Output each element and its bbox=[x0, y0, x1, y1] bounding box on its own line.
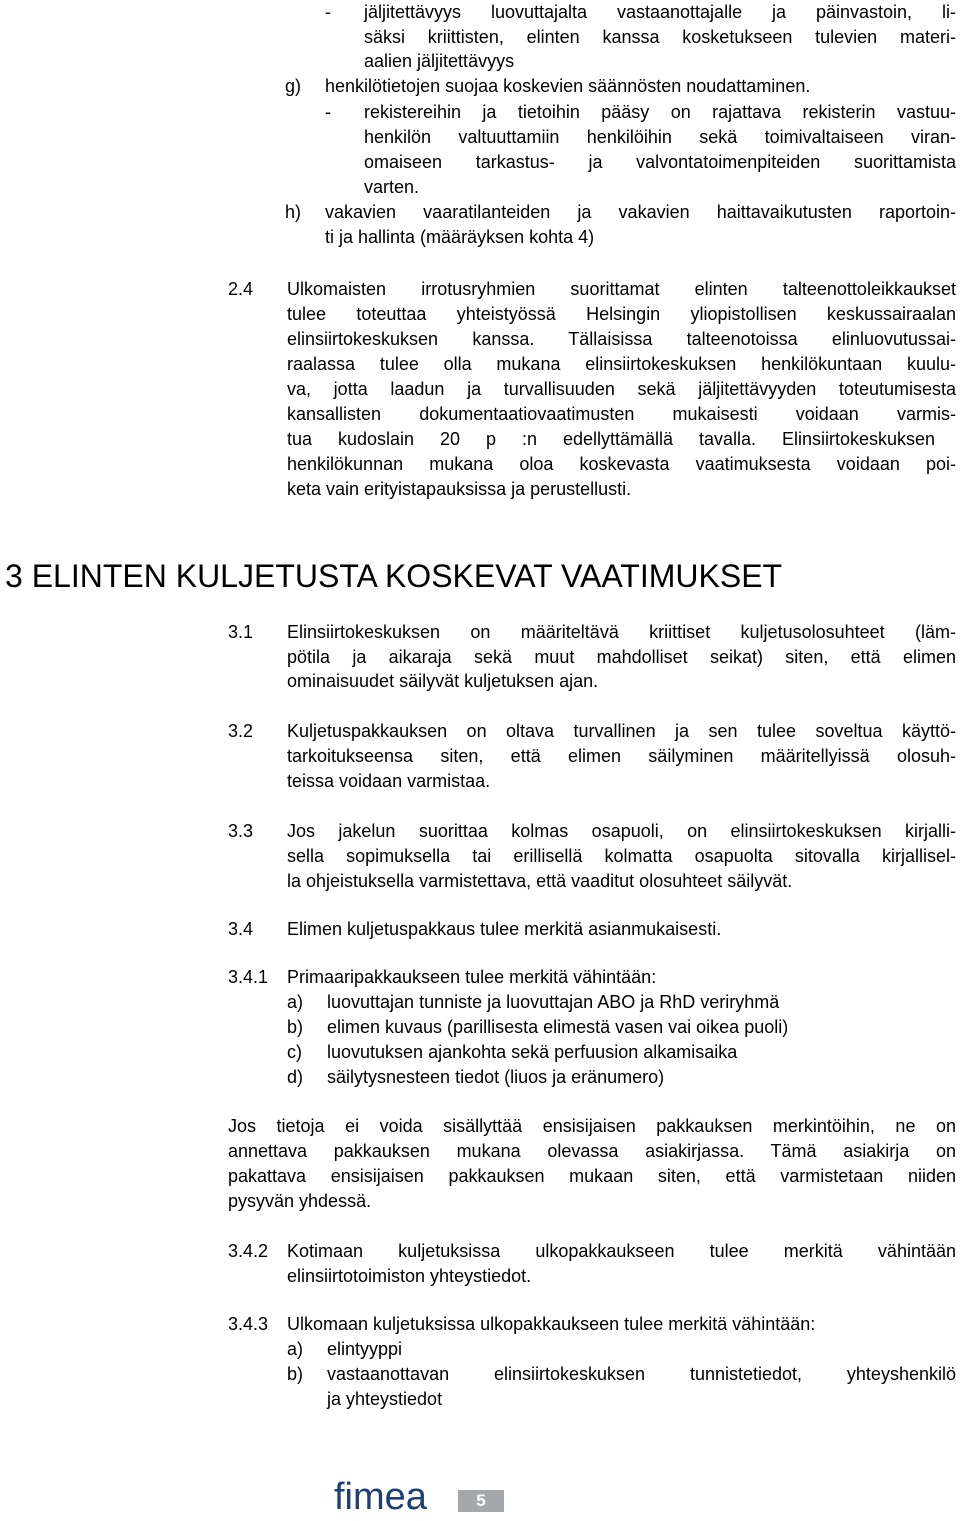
text-line: Kuljetuspakkauksen on oltava turvallinen ja sen tulee soveltua käyttö- bbox=[287, 721, 956, 741]
text-line: 3.3 bbox=[228, 821, 254, 841]
text-line: henkilökunnan mukana oloa koskevasta vaatimuksesta voidaan poi- bbox=[287, 454, 956, 474]
text-line: 2.4 bbox=[228, 279, 254, 299]
text-line: elinsiirtokeskuksen kanssa. Tällaisissa talteenotoissa elinluovutussai- bbox=[287, 329, 956, 349]
text-line: 3.4 bbox=[228, 919, 254, 939]
text-line: 3.1 bbox=[228, 622, 254, 642]
text-line: annettava pakkauksen mukana olevassa asiakirjassa. Tämä asiakirja on bbox=[228, 1141, 956, 1161]
text-line: g) bbox=[285, 76, 302, 96]
text-line: luovutuksen ajankohta sekä perfuusion alkamisaika bbox=[327, 1042, 738, 1062]
text-line: - bbox=[325, 2, 331, 22]
text-line: ominaisuudet säilyvät kuljetuksen ajan. bbox=[287, 671, 599, 691]
text-line: h) bbox=[285, 202, 302, 222]
text-line: a) bbox=[287, 992, 304, 1012]
text-line: säksi kriittisten, elinten kanssa kosketukseen tulevien materi- bbox=[364, 27, 956, 47]
logo-text: fimea bbox=[334, 1476, 427, 1516]
text-line: raalassa tulee olla mukana elinsiirtokeskuksen henkilökuntaan kuulu- bbox=[287, 354, 956, 374]
section-heading: 3 ELINTEN KULJETUSTA KOSKEVAT VAATIMUKSET bbox=[5, 558, 783, 594]
text-line: kansallisten dokumentaatiovaatimusten mukaisesti voidaan varmis- bbox=[287, 404, 956, 424]
text-line: 3.4.2 bbox=[228, 1241, 269, 1261]
text-line: Kotimaan kuljetuksissa ulkopakkaukseen tulee merkitä vähintään bbox=[287, 1241, 956, 1261]
page-number: 5 bbox=[458, 1490, 504, 1512]
text-line: Elimen kuljetuspakkaus tulee merkitä asianmukaisesti. bbox=[287, 919, 722, 939]
text-line: Primaaripakkaukseen tulee merkitä vähintään: bbox=[287, 967, 657, 987]
text-line: b) bbox=[287, 1364, 304, 1384]
text-line: - bbox=[325, 102, 331, 122]
text-line: pysyvän yhdessä. bbox=[228, 1191, 372, 1211]
text-line: 3.2 bbox=[228, 721, 254, 741]
text-line: 3.4.3 bbox=[228, 1314, 269, 1334]
text-line: a) bbox=[287, 1339, 304, 1359]
text-line: Ulkomaan kuljetuksissa ulkopakkaukseen tulee merkitä vähintään: bbox=[287, 1314, 816, 1334]
text-line: c) bbox=[287, 1042, 302, 1062]
text-line: elinsiirtotoimiston yhteystiedot. bbox=[287, 1266, 532, 1286]
text-line: luovuttajan tunniste ja luovuttajan ABO ja RhD veriryhmä bbox=[327, 992, 780, 1012]
text-line: varten. bbox=[364, 177, 420, 197]
text-line: Jos tietoja ei voida sisällyttää ensisijaisen pakkauksen merkintöihin, ne on bbox=[228, 1116, 956, 1136]
text-line: vastaanottavan elinsiirtokeskuksen tunnistetiedot, yhteyshenkilö bbox=[327, 1364, 956, 1384]
text-line: la ohjeistuksella varmistettava, että vaaditut olosuhteet säilyvät. bbox=[287, 871, 793, 891]
text-line: pötila ja aikaraja sekä muut mahdolliset seikat) siten, että elimen bbox=[287, 647, 956, 667]
text-line: sella sopimuksella tai erillisellä kolmatta osapuolta sitovalla kirjallisel- bbox=[287, 846, 956, 866]
text-line: pakattava ensisijaisen pakkauksen mukaan siten, että varmistetaan niiden bbox=[228, 1166, 956, 1186]
text-line: Elinsiirtokeskuksen on määriteltävä kriittiset kuljetusolosuhteet (läm- bbox=[287, 622, 956, 642]
text-line: tulee toteuttaa yhteistyössä Helsingin yliopistollisen keskussairaalan bbox=[287, 304, 956, 324]
text-line: tarkoitukseensa siten, että elimen säilyminen määritellyissä olosuh- bbox=[287, 746, 956, 766]
text-line: omaiseen tarkastus- ja valvontatoimenpiteiden suorittamista bbox=[364, 152, 956, 172]
text-line: elimen kuvaus (parillisesta elimestä vasen vai oikea puoli) bbox=[327, 1017, 789, 1037]
text-line: henkilön valtuuttamiin henkilöihin sekä toimivaltaiseen viran- bbox=[364, 127, 956, 147]
text-line: säilytysnesteen tiedot (liuos ja eränumero) bbox=[327, 1067, 665, 1087]
text-line: Ulkomaisten irrotusryhmien suorittamat elinten talteenottoleikkaukset bbox=[287, 279, 956, 299]
text-line: va, jotta laadun ja turvallisuuden sekä jäljitettävyyden toteutumisesta bbox=[287, 379, 956, 399]
text-line: rekistereihin ja tietoihin pääsy on rajattava rekisterin vastuu- bbox=[364, 102, 956, 122]
text-line: teissa voidaan varmistaa. bbox=[287, 771, 491, 791]
text-line: jäljitettävyys luovuttajalta vastaanottajalle ja päinvastoin, li- bbox=[364, 2, 956, 22]
text-line: tua kudoslain 20 p :n edellyttämällä tavalla. Elinsiirtokeskuksen bbox=[287, 429, 936, 449]
text-line: keta vain erityistapauksissa ja perustellusti. bbox=[287, 479, 632, 499]
text-line: aalien jäljitettävyys bbox=[364, 51, 515, 71]
text-line: Jos jakelun suorittaa kolmas osapuoli, on elinsiirtokeskuksen kirjalli- bbox=[287, 821, 956, 841]
text-line: henkilötietojen suojaa koskevien säännösten noudattaminen. bbox=[325, 76, 811, 96]
text-line: ti ja hallinta (määräyksen kohta 4) bbox=[325, 227, 595, 247]
text-line: vakavien vaaratilanteiden ja vakavien haittavaikutusten raportoin- bbox=[325, 202, 956, 222]
text-line: b) bbox=[287, 1017, 304, 1037]
text-line: 3.4.1 bbox=[228, 967, 269, 987]
text-line: elintyyppi bbox=[327, 1339, 403, 1359]
text-line: ja yhteystiedot bbox=[327, 1389, 443, 1409]
text-line: d) bbox=[287, 1067, 304, 1087]
